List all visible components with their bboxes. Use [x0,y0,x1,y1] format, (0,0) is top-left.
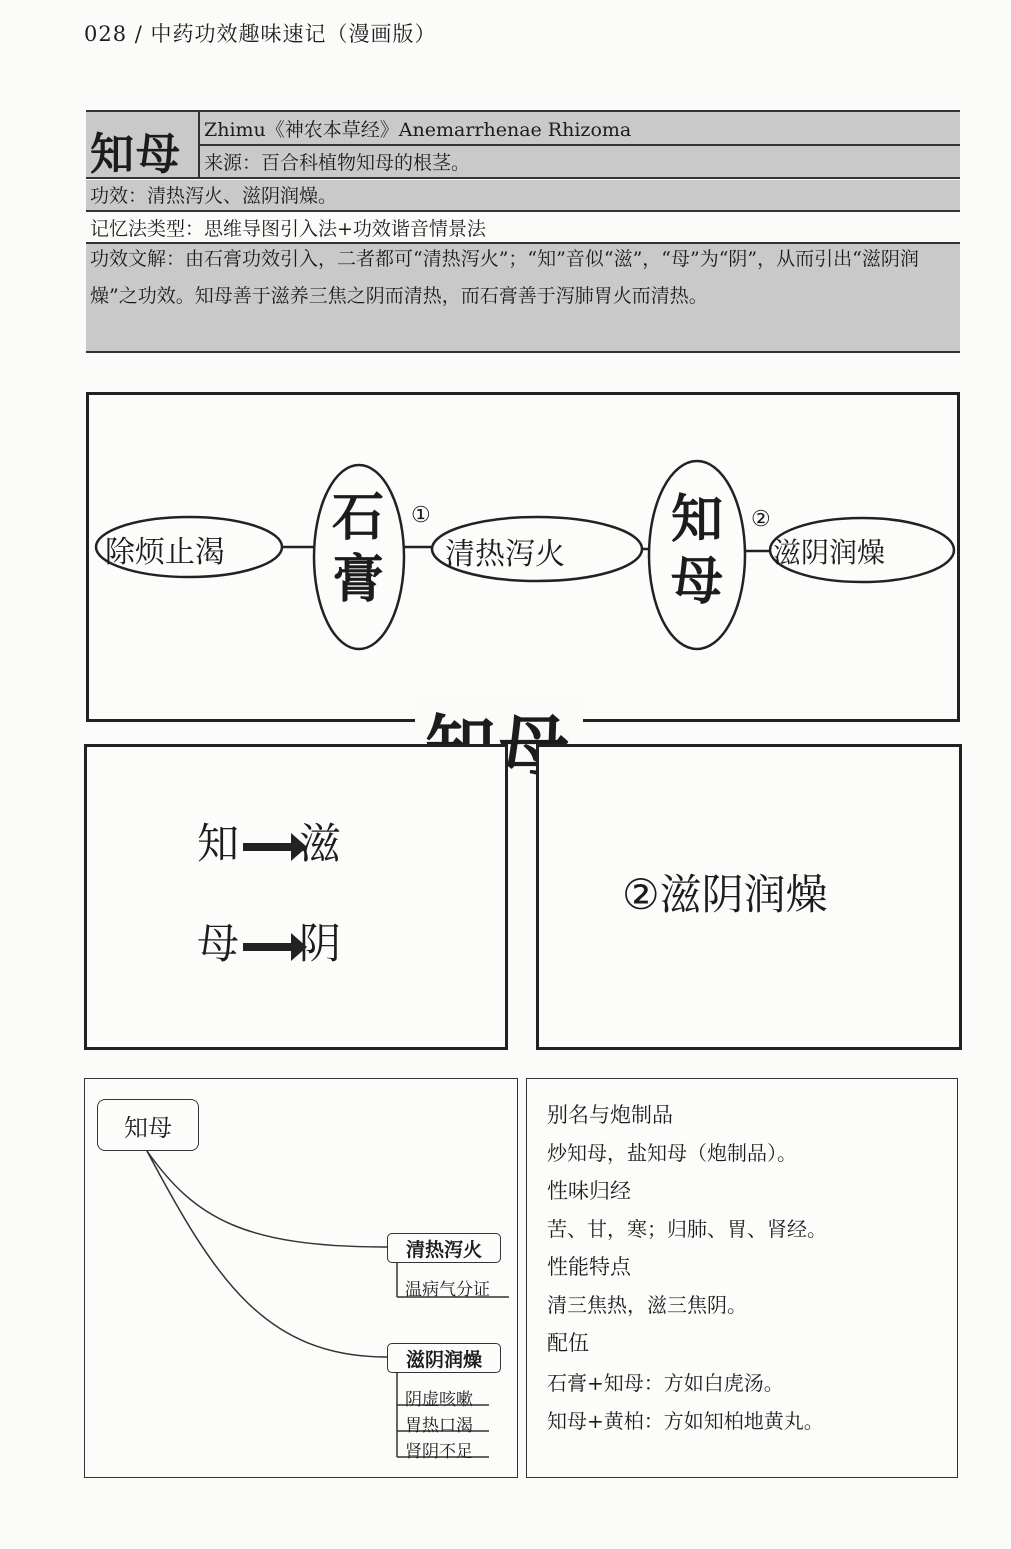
combo-1: 石膏+知母：方如白虎汤。 [547,1371,784,1395]
concept-chain-panel [86,392,960,722]
feature-heading: 性能特点 [547,1255,631,1279]
alias-heading: 别名与炮制品 [547,1103,673,1127]
mindmap-branch-nourish-yin: 滋阴润燥 [387,1343,501,1373]
oval-nourish-yin: 滋阴润燥 [773,536,886,569]
memory-method: 记忆法类型：思维导图引入法+功效谐音情景法 [90,218,486,240]
effect-text: ②滋阴润燥 [622,870,828,919]
herb-title-line: Zhimu《神农本草经》Anemarrhenae Rhizoma [204,119,632,141]
page-header: 028 / 中药功效趣味速记（漫画版） [84,22,437,46]
marker-two: ② [751,507,771,532]
mapping-mu-yin [197,911,341,971]
alias-text: 炒知母，盐知母（炮制品）。 [547,1141,797,1165]
mapping-zhi-zi [197,811,341,871]
map1-to: 滋 [299,819,342,868]
nature-text: 苦、甘，寒；归肺、胃、肾经。 [547,1217,827,1241]
arrow-right-icon [243,943,295,951]
combo-2: 知母+黄柏：方如知柏地黄丸。 [547,1409,824,1433]
herb-gypsum [332,487,384,611]
mindmap-sub-yin-cough: 阴虚咳嗽 [405,1390,473,1410]
mindmap-sub-stomach-thirst: 胃热口渴 [405,1416,473,1436]
feature-text: 清三焦热，滋三焦阴。 [547,1293,747,1317]
herb-efficacy: 功效：清热泻火、滋阴润燥。 [90,185,338,207]
herb-zhimu [671,489,723,613]
herb-zhimu-char-2: 母 [671,552,724,612]
nature-heading: 性味归经 [547,1179,631,1203]
mindmap-sub-qi-fen: 温病气分证 [405,1280,490,1300]
herb-name: 知母 [90,129,182,180]
mindmap-sub-kidney-yin: 肾阴不足 [405,1442,473,1462]
marker-one: ① [411,503,431,528]
herb-gypsum-char-2: 膏 [332,550,385,610]
efficacy-explanation: 功效文解：由石膏功效引入，二者都可“清热泻火”；“知”音似“滋”，“母”为“阴”，从而引出“滋阴润燥”之功效。知母善于滋养三焦之阴而清热，而石膏善于泻肺胃火而清热。 [90,248,919,307]
homophone-panel [84,744,508,1050]
arrow-right-icon [243,843,295,851]
herb-gypsum-char-1: 石 [332,488,385,548]
combo-heading: 配伍 [547,1331,589,1355]
map1-from: 知 [197,819,240,868]
herb-source: 来源：百合科植物知母的根茎。 [204,152,471,174]
map2-from: 母 [197,919,240,968]
details-box [526,1078,958,1478]
herb-zhimu-char-1: 知 [671,490,724,550]
mindmap-branch-clear-heat: 清热泻火 [387,1233,501,1263]
oval-relieve-thirst: 除烦止渴 [105,535,225,570]
mindmap-box [84,1078,518,1478]
herb-info-table [86,110,960,353]
mindmap-root: 知母 [97,1099,199,1151]
oval-clear-heat: 清热泻火 [445,537,565,572]
map2-to: 阴 [299,919,342,968]
